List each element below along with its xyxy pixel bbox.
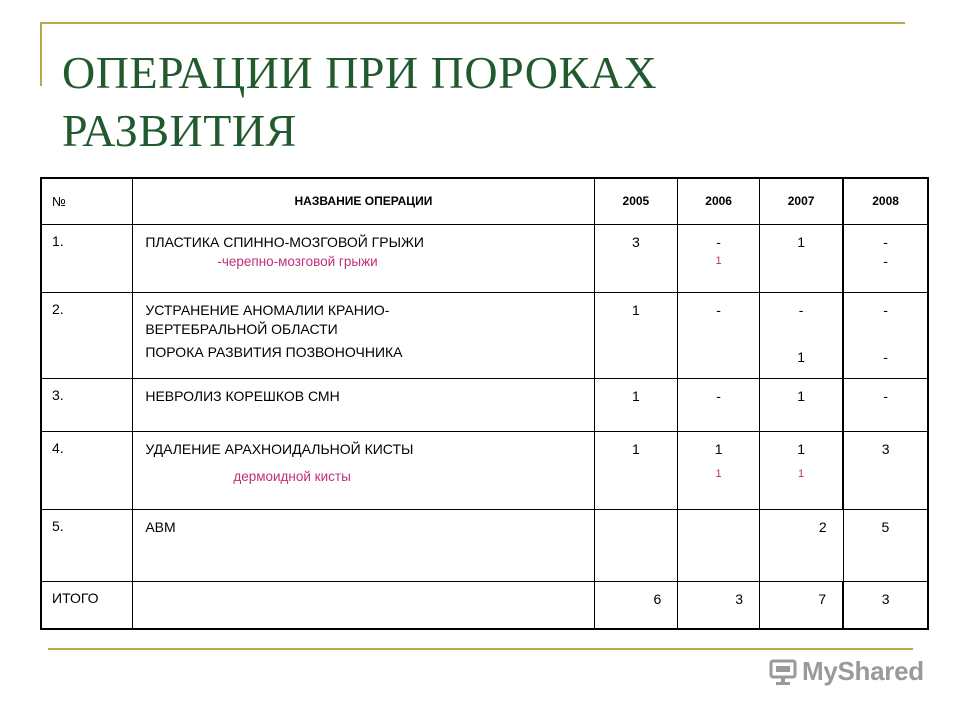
- row-name-line: ПЛАСТИКА СПИННО-МОЗГОВОЙ ГРЫЖИ: [145, 233, 424, 250]
- header-num: №: [41, 178, 133, 224]
- decorative-bottom-line: [48, 648, 913, 650]
- value-sub: 1: [797, 348, 805, 365]
- row-name-line: АВМ: [145, 518, 176, 535]
- table-row: [41, 431, 928, 509]
- value: -: [883, 387, 888, 404]
- value: 7: [818, 590, 827, 607]
- header-2007: 2007: [759, 178, 843, 224]
- cell-2006: [678, 224, 760, 292]
- header-2006: 2006: [678, 178, 760, 224]
- value: -: [798, 301, 804, 318]
- value: 3: [631, 233, 640, 250]
- cell-2005: [594, 224, 678, 292]
- row-name-line: НЕВРОЛИЗ КОРЕШКОВ СМН: [145, 387, 340, 404]
- cell-2006: [678, 378, 760, 431]
- value-sub: -: [883, 252, 888, 269]
- row-name: [133, 378, 594, 431]
- total-2005: [594, 581, 678, 629]
- cell-2008: [843, 509, 928, 581]
- row-num: 3.: [41, 378, 133, 431]
- table-header-row: [41, 178, 928, 224]
- value-sub: 1: [798, 467, 805, 480]
- decorative-left-line: [40, 22, 42, 86]
- cell-2006: [678, 292, 760, 378]
- cell-2007: [759, 292, 843, 378]
- value-sub: 1: [715, 467, 722, 480]
- decorative-top-line: [40, 22, 905, 24]
- value: -: [716, 387, 721, 404]
- header-2005: 2005: [594, 178, 678, 224]
- value: 3: [735, 590, 743, 607]
- presentation-board-icon: [768, 657, 798, 687]
- cell-2007: [759, 224, 843, 292]
- slide-title-line-1: ОПЕРАЦИИ ПРИ ПОРОКАХ: [62, 47, 658, 98]
- total-2008: [843, 581, 928, 629]
- slide-title: [62, 44, 657, 160]
- cell-2007: [759, 431, 843, 509]
- row-name-line: УДАЛЕНИЕ АРАХНОИДАЛЬНОЙ КИСТЫ: [145, 440, 414, 457]
- cell-2008: [843, 431, 928, 509]
- header-name: НАЗВАНИЕ ОПЕРАЦИИ: [133, 178, 594, 224]
- cell-2005: [594, 378, 678, 431]
- total-name-empty: [133, 581, 594, 629]
- table-total-row: [41, 581, 928, 629]
- logo-text: MyShared: [802, 656, 924, 686]
- table-row: [41, 509, 928, 581]
- cell-2005: [594, 431, 678, 509]
- row-num: 4.: [41, 431, 133, 509]
- cell-2008: [843, 224, 928, 292]
- value: 5: [881, 518, 890, 535]
- value: -: [883, 233, 888, 250]
- table-row: [41, 378, 928, 431]
- total-2006: [678, 581, 760, 629]
- row-name: [133, 509, 594, 581]
- value: 3: [881, 440, 890, 457]
- cell-2005: [594, 292, 678, 378]
- cell-2006: [678, 431, 760, 509]
- operations-table: [40, 177, 929, 630]
- row-num: 5.: [41, 509, 133, 581]
- row-subitem: дермоидной кисты: [233, 468, 351, 484]
- table-row: [41, 224, 928, 292]
- myshared-logo: [768, 656, 924, 687]
- row-subitem: -черепно-мозговой грыжи: [217, 253, 378, 269]
- cell-2005: [594, 509, 678, 581]
- cell-2006: [678, 509, 760, 581]
- header-2008: 2008: [843, 178, 928, 224]
- value: 3: [881, 590, 890, 607]
- row-num: 2.: [41, 292, 133, 378]
- value-sub: -: [883, 348, 888, 365]
- row-name-line: УСТРАНЕНИЕ АНОМАЛИИ КРАНИО-: [145, 301, 390, 318]
- value: -: [716, 233, 721, 250]
- value: 1: [714, 440, 723, 457]
- row-name: [133, 292, 594, 378]
- value: -: [883, 301, 888, 318]
- row-name-line: ПОРОКА РАЗВИТИЯ ПОЗВОНОЧНИКА: [145, 343, 403, 360]
- row-name: [133, 431, 594, 509]
- cell-2007: [759, 509, 843, 581]
- value: -: [716, 301, 721, 318]
- value: 1: [797, 387, 805, 404]
- value: 6: [653, 590, 662, 607]
- value: 1: [797, 440, 805, 457]
- row-name-line: ВЕРТЕБРАЛЬНОЙ ОБЛАСТИ: [145, 320, 338, 337]
- row-name: [133, 224, 594, 292]
- value: 1: [631, 387, 640, 404]
- cell-2008: [843, 292, 928, 378]
- cell-2008: [843, 378, 928, 431]
- value: 1: [631, 301, 640, 318]
- total-2007: [759, 581, 843, 629]
- slide-title-line-2: РАЗВИТИЯ: [62, 105, 297, 156]
- value-sub: 1: [715, 254, 722, 267]
- cell-2007: [759, 378, 843, 431]
- total-label: ИТОГО: [41, 581, 133, 629]
- row-num: 1.: [41, 224, 133, 292]
- table-row: [41, 292, 928, 378]
- value: 1: [797, 233, 805, 250]
- value: 1: [631, 440, 640, 457]
- value: 2: [818, 518, 827, 535]
